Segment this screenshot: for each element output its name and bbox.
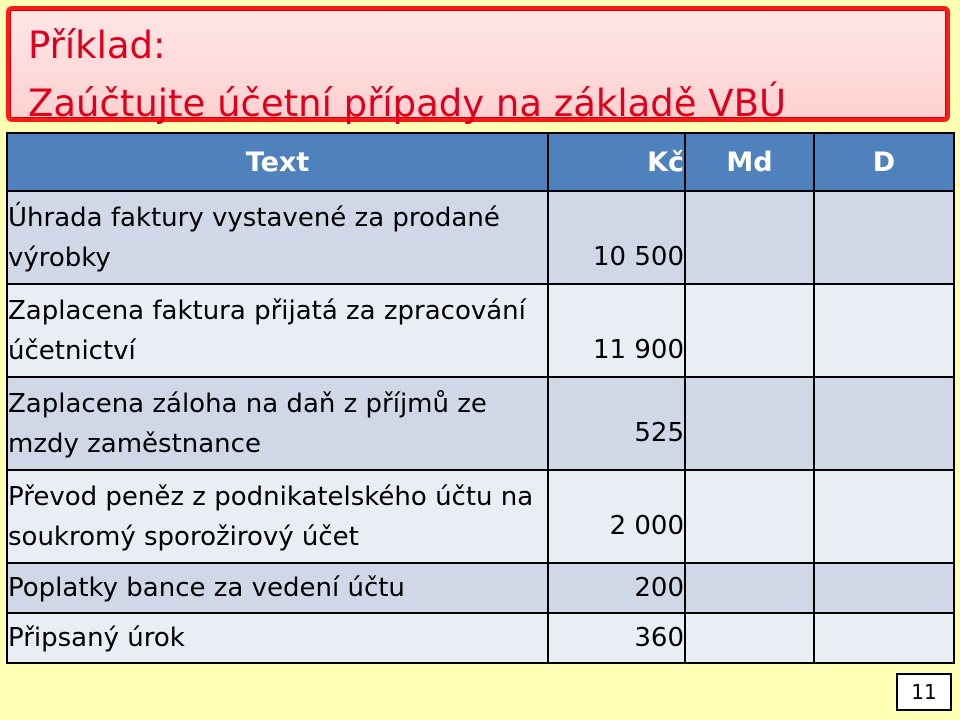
slide-title-line-2: Zaúčtujte účetní případy na základě VBÚ [28, 82, 787, 125]
row-amount: 525 [548, 377, 685, 470]
row-text: Připsaný úrok [7, 613, 548, 663]
accounting-table [6, 132, 955, 664]
row-amount: 200 [548, 563, 685, 613]
row-md-cell [685, 613, 814, 663]
table-row [7, 613, 954, 663]
row-text: Úhrada faktury vystavené za prodané výrobky [7, 191, 548, 284]
row-amount: 2 000 [548, 470, 685, 563]
row-d-cell [814, 613, 954, 663]
row-d-cell [814, 284, 954, 377]
table-row [7, 284, 954, 377]
table-header-row [7, 133, 954, 191]
table-row [7, 563, 954, 613]
row-text: Zaplacena záloha na daň z příjmů ze mzdy zaměstnance [7, 377, 548, 470]
row-text: Převod peněz z podnikatelského účtu na soukromý sporožirový účet [7, 470, 548, 563]
header-amount: Kč [548, 133, 685, 191]
row-md-cell [685, 470, 814, 563]
header-md: Md [685, 133, 814, 191]
row-text: Poplatky bance za vedení účtu [7, 563, 548, 613]
slide-title-box [6, 6, 950, 125]
header-text: Text [7, 133, 548, 191]
table-row [7, 191, 954, 284]
row-md-cell [685, 284, 814, 377]
table-row [7, 377, 954, 470]
row-amount: 10 500 [548, 191, 685, 284]
row-amount: 11 900 [548, 284, 685, 377]
row-d-cell [814, 191, 954, 284]
row-d-cell [814, 377, 954, 470]
row-d-cell [814, 563, 954, 613]
row-amount: 360 [548, 613, 685, 663]
row-md-cell [685, 191, 814, 284]
header-d: D [814, 133, 954, 191]
slide-title-line-1: Příklad: [28, 24, 166, 67]
row-d-cell [814, 470, 954, 563]
table-row [7, 470, 954, 563]
slide-page-number: 11 [896, 673, 952, 711]
row-text: Zaplacena faktura přijatá za zpracování účetnictví [7, 284, 548, 377]
row-md-cell [685, 563, 814, 613]
row-md-cell [685, 377, 814, 470]
